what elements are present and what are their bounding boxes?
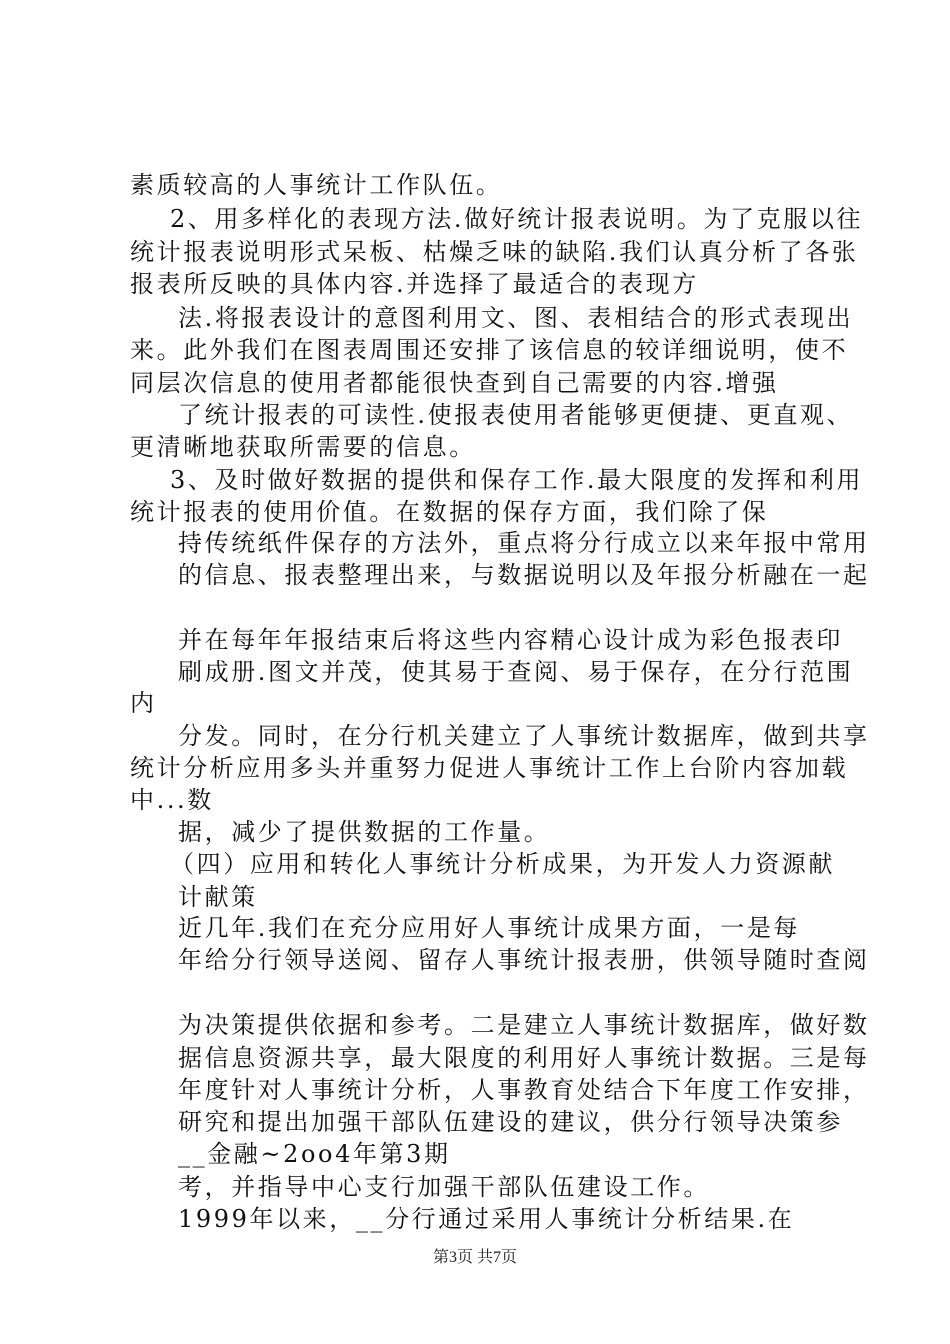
text-line: 2、用多样化的表现方法.做好统计报表说明。为了克服以往 — [170, 205, 864, 233]
text-line: 法.将报表设计的意图利用文、图、表相结合的形式表现出 — [178, 304, 854, 332]
text-line: 1999年以来，__分行通过采用人事统计分析结果.在 — [178, 1205, 795, 1233]
text-line: 研究和提出加强干部队伍建设的建议，供分行领导决策参 — [178, 1108, 843, 1136]
text-line: 的信息、报表整理出来，与数据说明以及年报分析融在一起 — [178, 561, 870, 589]
text-line: 并在每年年报结束后将这些内容精心设计成为彩色报表印 — [178, 626, 843, 654]
text-line: 据，减少了提供数据的工作量。 — [178, 818, 551, 846]
page-footer: 第3页 共7页 — [432, 1249, 517, 1266]
text-line: 内 — [130, 689, 157, 717]
text-line: 3、及时做好数据的提供和保存工作.最大限度的发挥和利用 — [170, 466, 864, 494]
text-line: 分发。同时，在分行机关建立了人事统计数据库，做到共享 — [178, 722, 870, 750]
text-line: 年度针对人事统计分析，人事教育处结合下年度工作安排， — [178, 1076, 870, 1104]
text-line: 更清晰地获取所需要的信息。 — [130, 433, 476, 461]
text-line: 了统计报表的可读性.使报表使用者能够更便捷、更直观、 — [178, 401, 854, 429]
text-line: 同层次信息的使用者都能很快查到自己需要的内容.增强 — [130, 369, 779, 397]
text-line: 报表所反映的具体内容.并选择了最适合的表现方 — [130, 270, 699, 298]
text-line: 统计分析应用多头并重努力促进人事统计工作上台阶内容加载 — [130, 754, 849, 782]
text-line: __金融~2oo4年第3期 — [178, 1140, 451, 1168]
text-line: 为决策提供依据和参考。二是建立人事统计数据库，做好数 — [178, 1011, 870, 1039]
text-line: 刷成册.图文并茂，使其易于查阅、易于保存，在分行范围 — [178, 658, 854, 686]
text-line: （四）应用和转化人事统计分析成果，为开发人力资源献 — [170, 850, 835, 878]
text-line: 统计报表的使用价值。在数据的保存方面，我们除了保 — [130, 498, 769, 526]
text-line: 年给分行领导送阅、留存人事统计报表册，供领导随时查阅 — [178, 946, 870, 974]
text-line: 持传统纸件保存的方法外，重点将分行成立以来年报中常用 — [178, 529, 870, 557]
text-line: 来。此外我们在图表周围还安排了该信息的较详细说明，使不 — [130, 336, 849, 364]
text-line: 计献策 — [178, 883, 258, 911]
text-line: 近几年.我们在充分应用好人事统计成果方面，一是每 — [178, 914, 801, 942]
text-line: 统计报表说明形式呆板、枯燥乏味的缺陷.我们认真分析了各张 — [130, 238, 859, 266]
text-line: 素质较高的人事统计工作队伍。 — [130, 171, 503, 199]
text-line: 据信息资源共享，最大限度的利用好人事统计数据。三是每 — [178, 1044, 870, 1072]
text-line: 中...数 — [130, 786, 214, 814]
text-line: 考，并指导中心支行加强干部队伍建设工作。 — [178, 1173, 710, 1201]
